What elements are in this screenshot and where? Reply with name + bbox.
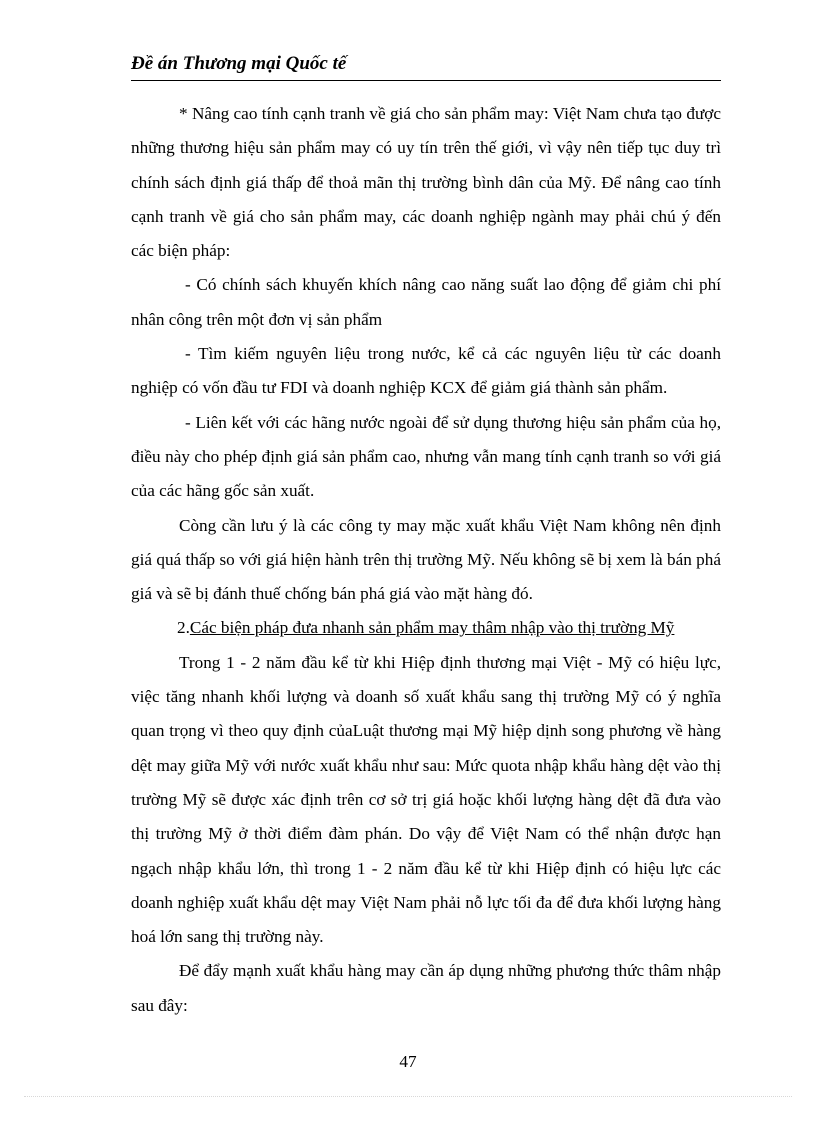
paragraph-entry-methods: Để đẩy mạnh xuất khẩu hàng may cần áp dụng những phương thức thâm nhập sau đây: (131, 961, 721, 1015)
paragraph-market-entry: Trong 1 - 2 năm đầu kể từ khi Hiệp định thương mại Việt - Mỹ có hiệu lực, việc tăng nhanh khối lượng và doanh số xuất khẩu sang thị trường Mỹ có ý nghĩa quan trọng vì theo quy định củaLuật thương mại Mỹ hiệp dịnh song phương về hàng dệt may giữa Mỹ với nước xuất khẩu như sau: Mức quota nhập khẩu hàng dệt vào thị trường Mỹ sẽ được xác định trên cơ sở trị giá hoặc khối lượng hàng dệt đã đưa vào thị trường Mỹ ở thời điểm đàm phán. Do vậy để Việt Nam có thể nhận được hạn ngạch nhập khẩu lớn, thì trong 1 - 2 năm đầu kể từ khi Hiệp định có hiệu lực các doanh nghiệp xuất khẩu dệt may Việt Nam phải nỗ lực tối đa để đưa khối lượng hàng hoá lớn sang thị trường này. (131, 652, 721, 947)
paragraph-price-competitiveness: * Nâng cao tính cạnh tranh về giá cho sản phẩm may: Việt Nam chưa tạo được những thương hiệu sản phẩm may có uy tín trên thế giới, vì vậy nên tiếp tục duy trì chính sách định giá thấp để thoả mãn thị trường bình dân của Mỹ. Để nâng cao tính cạnh tranh về giá cho sản phẩm may, các doanh nghiệp ngành may phải chú ý đến các biện pháp: (131, 104, 721, 261)
paragraph-antidumping-note: Còng cần lưu ý là các công ty may mặc xuất khẩu Việt Nam không nên định giá quá thấp so với giá hiện hành trên thị trường Mỹ. Nếu không sẽ bị xem là bán phá giá và sẽ bị đánh thuế chống bán phá giá vào mặt hàng đó. (131, 515, 721, 604)
page-bottom-divider (24, 1096, 792, 1097)
paragraph-bullet-productivity: - Có chính sách khuyến khích nâng cao năng suất lao động để giảm chi phí nhân công trên một đơn vị sản phẩm (131, 275, 721, 329)
page-header (131, 52, 721, 81)
section-heading-number: 2. (177, 618, 190, 638)
paragraph-bullet-brand-partnership: - Liên kết với các hãng nước ngoài để sử dụng thương hiệu sản phẩm của họ, điều này cho phép định giá sản phẩm cao, nhưng vẫn mang tính cạnh tranh so với giá của các hãng gốc sản xuất. (131, 412, 721, 501)
section-heading-text: Các biện pháp đưa nhanh sản phẩm may thâm nhập vào thị trường Mỹ (189, 618, 675, 638)
document-body (131, 97, 721, 1023)
section-heading (131, 611, 721, 645)
page-number: 47 (399, 1052, 417, 1071)
paragraph-bullet-materials: - Tìm kiếm nguyên liệu trong nước, kể cả các nguyên liệu từ các doanh nghiệp có vốn đầu tư FDI và doanh nghiệp KCX để giảm giá thành sản phẩm. (131, 344, 721, 398)
header-title: Đề án Thương mại Quốc tế (131, 53, 347, 74)
